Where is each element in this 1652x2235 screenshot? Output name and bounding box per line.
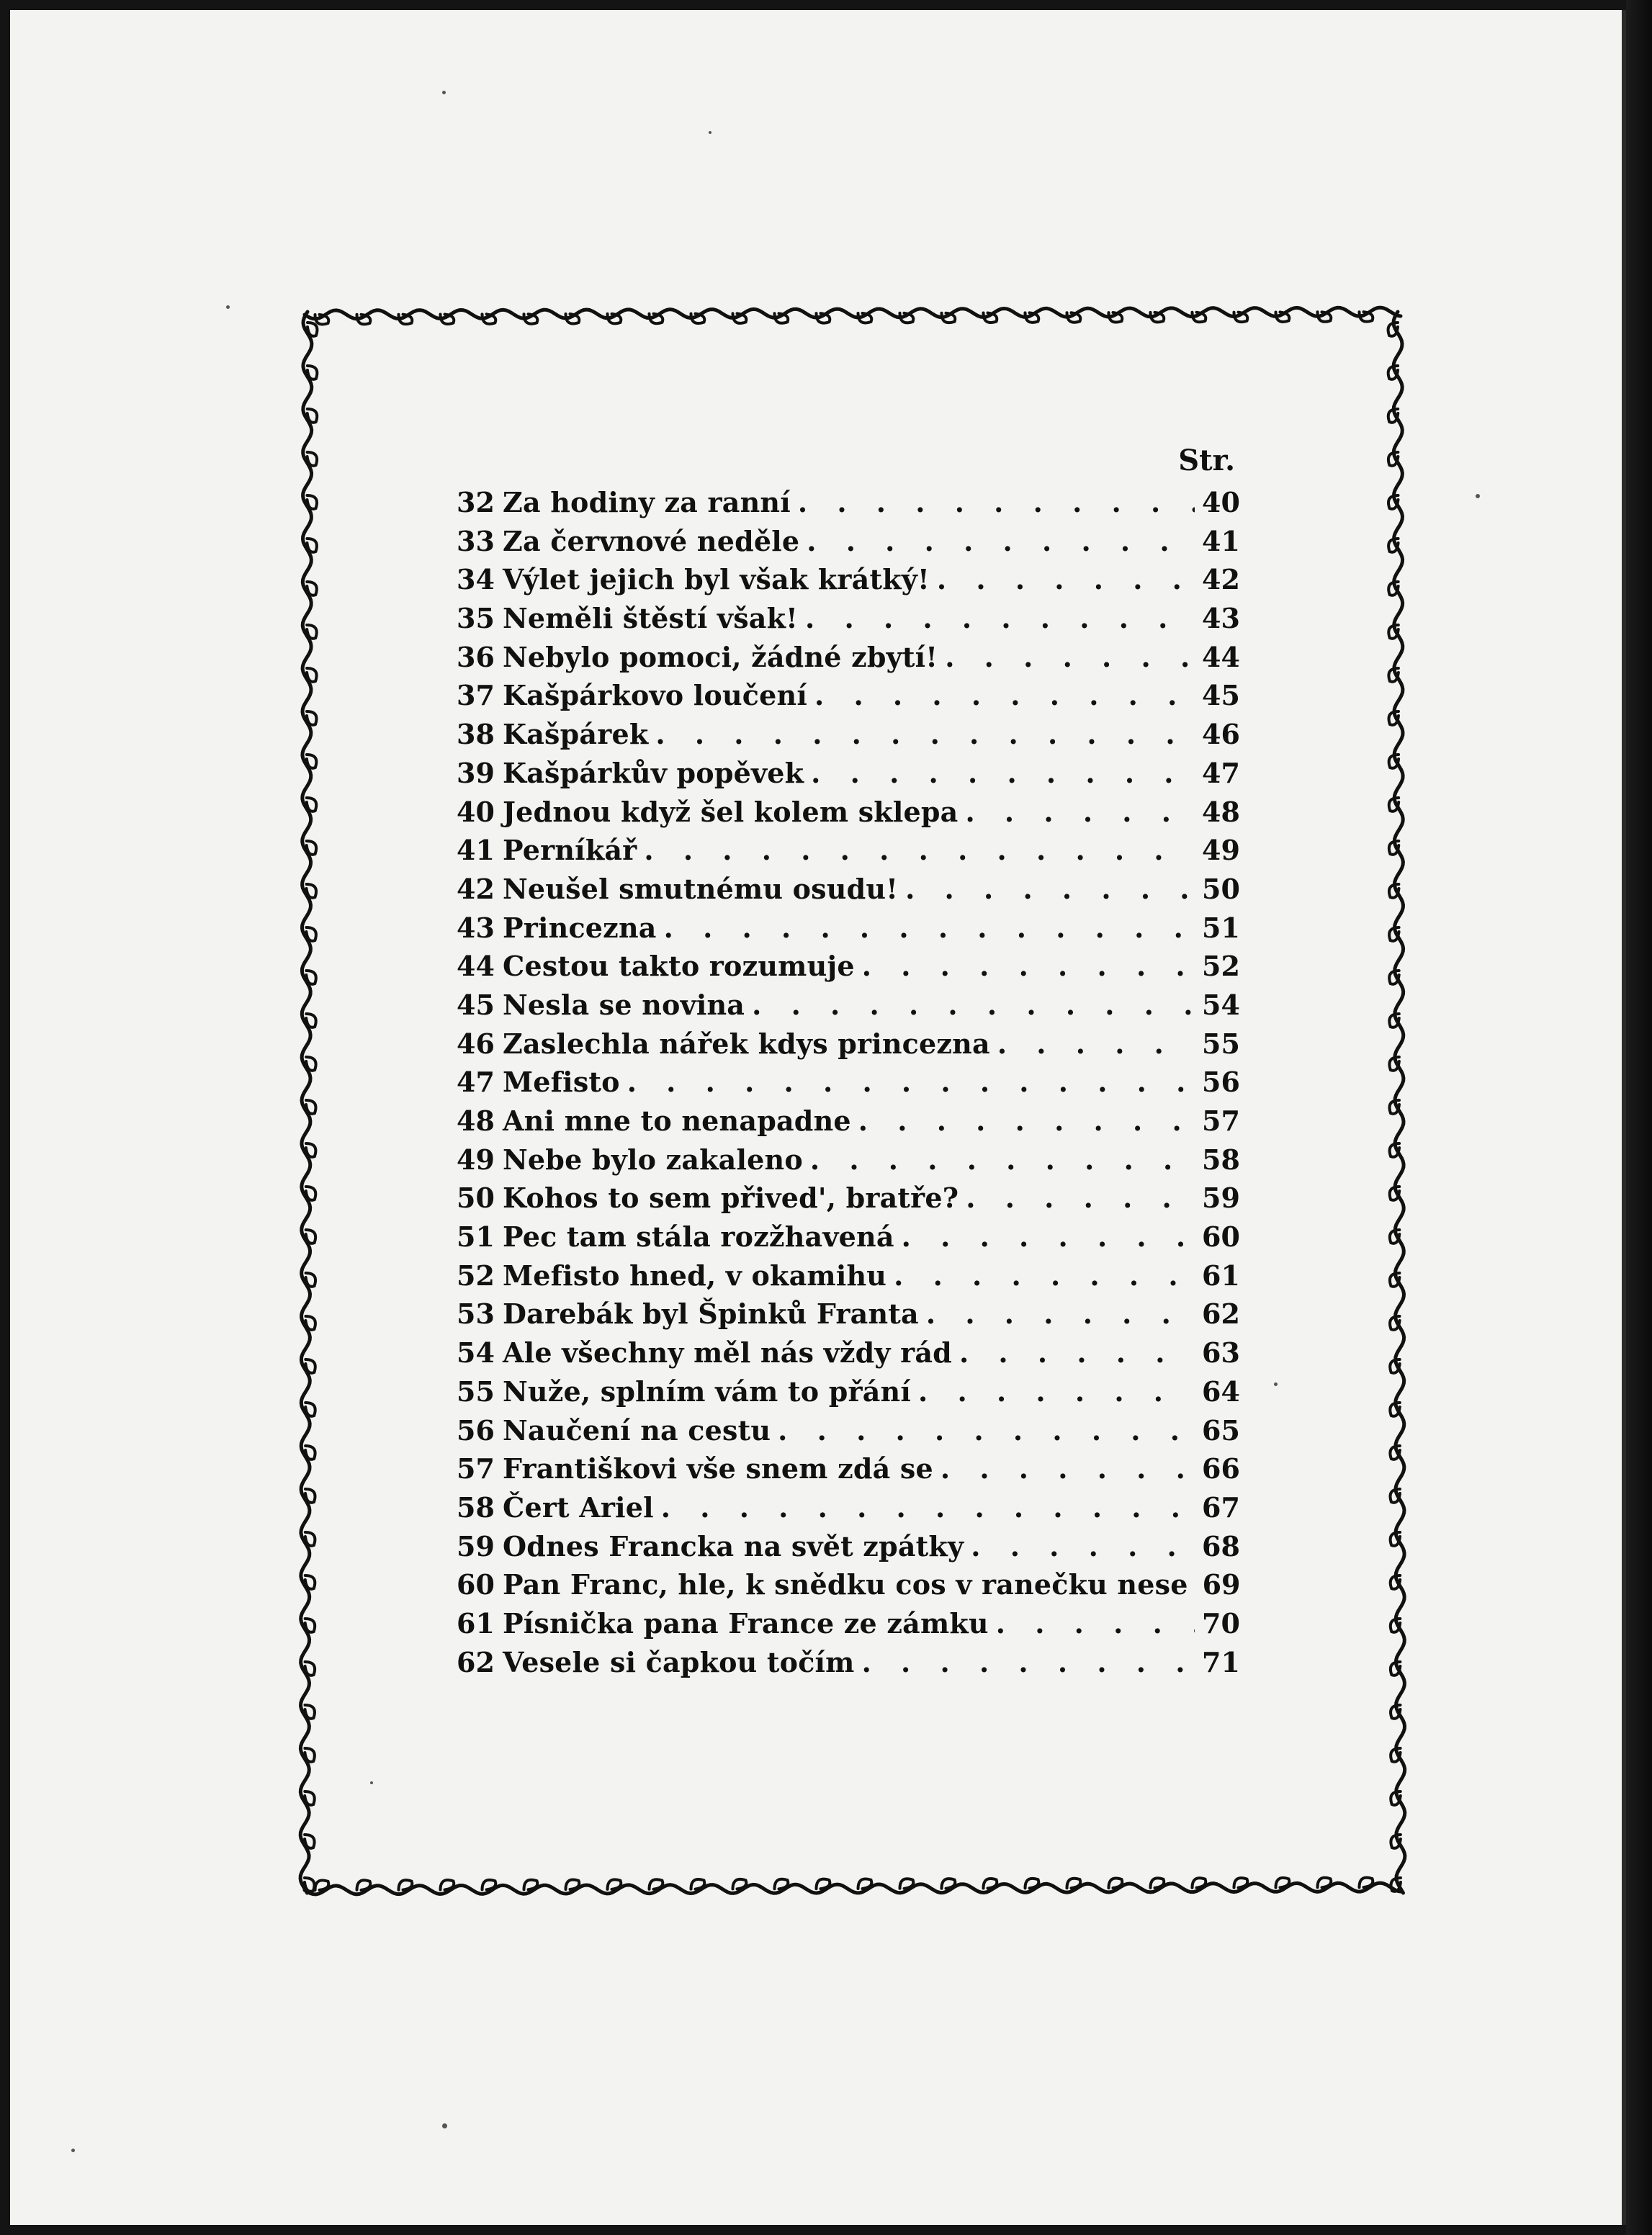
dot-leader — [941, 1449, 1195, 1488]
chapter-title: Jednou když šel kolem sklepa — [503, 795, 959, 828]
dot-leader — [644, 831, 1195, 870]
chapter-title: Naučení na cestu — [503, 1413, 771, 1447]
page-number: 43 — [1202, 602, 1240, 635]
chapter-number: 50 — [457, 1182, 495, 1215]
toc-entry — [457, 560, 1238, 599]
dot-leader — [655, 715, 1195, 754]
page-number: 55 — [1202, 1027, 1240, 1060]
page-number: 58 — [1202, 1143, 1240, 1176]
toc-entry — [457, 1256, 1238, 1295]
dot-leader — [918, 1372, 1195, 1411]
page-number: 62 — [1202, 1298, 1240, 1331]
chapter-title: Cestou takto rozumuje — [503, 950, 855, 983]
toc-entry — [457, 1604, 1238, 1643]
chapter-number: 39 — [457, 756, 495, 789]
chapter-number: 48 — [457, 1105, 495, 1137]
chapter-number: 38 — [457, 718, 495, 751]
toc-entry — [457, 1488, 1238, 1527]
page-number: 69 — [1202, 1568, 1241, 1601]
toc-entry — [457, 1102, 1238, 1141]
chapter-title: Čert Ariel — [503, 1490, 654, 1524]
toc-entry — [457, 638, 1238, 677]
dot-leader — [805, 599, 1195, 638]
page-number: 44 — [1202, 640, 1240, 673]
chapter-number: 32 — [457, 486, 495, 518]
page-number: 71 — [1202, 1645, 1240, 1678]
page-number: 70 — [1202, 1606, 1240, 1640]
page-number: 63 — [1202, 1336, 1240, 1370]
chapter-number: 35 — [457, 602, 495, 635]
toc-list — [457, 483, 1241, 1681]
page-number: 47 — [1202, 756, 1240, 789]
toc-entry — [457, 870, 1238, 909]
dot-leader — [858, 1102, 1195, 1141]
chapter-number: 45 — [457, 988, 495, 1021]
toc-entry — [457, 1063, 1238, 1102]
chapter-title: Kašpárkův popěvek — [503, 756, 804, 789]
toc-entry — [457, 1527, 1238, 1566]
toc-entry — [457, 1025, 1238, 1063]
page-number: 41 — [1202, 524, 1240, 557]
chapter-number: 62 — [457, 1645, 495, 1678]
chapter-title: Princezna — [503, 911, 657, 944]
toc-entry — [457, 715, 1238, 754]
dot-leader — [811, 754, 1195, 793]
chapter-number: 36 — [457, 640, 495, 673]
chapter-number: 53 — [457, 1298, 495, 1331]
page-number: 45 — [1202, 679, 1240, 712]
chapter-title: Výlet jejich byl však krátký! — [503, 563, 930, 596]
page-number: 65 — [1202, 1413, 1240, 1447]
page-number: 67 — [1202, 1490, 1240, 1524]
page-number: 57 — [1202, 1105, 1240, 1137]
dot-leader — [902, 1218, 1195, 1256]
chapter-number: 37 — [457, 679, 495, 712]
page-number: 60 — [1202, 1220, 1240, 1254]
toc-entry — [457, 1141, 1238, 1179]
chapter-number: 55 — [457, 1375, 495, 1408]
page-number: 48 — [1202, 795, 1240, 828]
toc-entry — [457, 986, 1238, 1025]
toc-entry — [457, 1218, 1238, 1256]
dot-leader — [810, 1141, 1195, 1179]
dot-leader — [945, 638, 1195, 677]
chapter-title: Mefisto — [503, 1066, 620, 1099]
chapter-number: 40 — [457, 795, 495, 828]
chapter-title: Františkovi vše snem zdá se — [503, 1452, 933, 1485]
dot-leader — [894, 1256, 1195, 1295]
chapter-title: Za hodiny za ranní — [503, 486, 791, 518]
chapter-number: 51 — [457, 1220, 495, 1254]
toc-entry — [457, 947, 1238, 986]
chapter-title: Neušel smutnému osudu! — [503, 872, 899, 905]
chapter-number: 34 — [457, 563, 495, 596]
page-edge-shadow — [1626, 0, 1652, 2235]
page-number: 50 — [1202, 872, 1240, 905]
chapter-number: 43 — [457, 911, 495, 944]
chapter-title: Neměli štěstí však! — [503, 602, 799, 635]
toc-entry — [457, 1565, 1241, 1604]
chapter-number: 56 — [457, 1413, 495, 1447]
chapter-title: Kohos to sem přived', bratře? — [503, 1182, 959, 1215]
chapter-number: 61 — [457, 1606, 495, 1640]
dot-leader — [862, 1643, 1195, 1682]
chapter-number: 59 — [457, 1529, 495, 1562]
dot-leader — [664, 909, 1195, 948]
chapter-number: 47 — [457, 1066, 495, 1099]
chapter-number: 54 — [457, 1336, 495, 1370]
page-number: 52 — [1202, 950, 1240, 983]
chapter-title: Pan Franc, hle, k snědku cos v ranečku nese — [503, 1568, 1188, 1601]
chapter-title: Darebák byl Špinků Franta — [503, 1298, 919, 1331]
toc-entry — [457, 1372, 1238, 1411]
chapter-number: 52 — [457, 1259, 495, 1292]
chapter-number: 57 — [457, 1452, 495, 1485]
dot-leader — [996, 1604, 1195, 1643]
toc-entry — [457, 909, 1238, 948]
chapter-title: Nuže, splním vám to přání — [503, 1375, 912, 1408]
page-number: 40 — [1202, 486, 1240, 518]
chapter-number: 33 — [457, 524, 495, 557]
toc-entry — [457, 599, 1238, 638]
toc-entry — [457, 1179, 1238, 1218]
page-number: 59 — [1202, 1182, 1240, 1215]
toc-entry — [457, 483, 1238, 522]
table-of-contents — [457, 439, 1241, 1681]
page-paper — [10, 10, 1626, 2225]
chapter-title: Za červnové neděle — [503, 524, 800, 557]
dot-leader — [862, 947, 1195, 986]
dot-leader — [997, 1025, 1195, 1063]
toc-entry — [457, 1449, 1238, 1488]
chapter-title: Kašpárek — [503, 718, 649, 751]
chapter-number: 41 — [457, 834, 495, 867]
page-number: 54 — [1202, 988, 1240, 1021]
dot-leader — [752, 986, 1195, 1025]
dot-leader — [807, 522, 1195, 561]
chapter-title: Kašpárkovo loučení — [503, 679, 807, 712]
chapter-title: Pec tam stála rozžhavená — [503, 1220, 894, 1254]
toc-entry — [457, 676, 1238, 715]
page-number: 64 — [1202, 1375, 1240, 1408]
chapter-number: 49 — [457, 1143, 495, 1176]
chapter-number: 42 — [457, 872, 495, 905]
dot-leader — [798, 483, 1195, 522]
chapter-title: Zaslechla nářek kdys princezna — [503, 1027, 990, 1060]
chapter-title: Odnes Francka na svět zpátky — [503, 1529, 964, 1562]
dot-leader — [778, 1411, 1195, 1450]
toc-entry — [457, 1334, 1238, 1372]
page-number: 66 — [1202, 1452, 1240, 1485]
chapter-title: Ale všechny měl nás vždy rád — [503, 1336, 952, 1370]
chapter-title: Mefisto hned, v okamihu — [503, 1259, 887, 1292]
chapter-title: Nebylo pomoci, žádné zbytí! — [503, 640, 938, 673]
chapter-number: 46 — [457, 1027, 495, 1060]
dot-leader — [966, 1179, 1195, 1218]
dot-leader — [971, 1527, 1195, 1566]
dot-leader — [959, 1334, 1195, 1372]
toc-entry — [457, 793, 1238, 832]
page-number: 56 — [1202, 1066, 1240, 1099]
dot-leader — [905, 870, 1195, 909]
toc-entry — [457, 522, 1238, 561]
dot-leader — [926, 1295, 1195, 1334]
chapter-title: Vesele si čapkou točím — [503, 1645, 855, 1678]
toc-entry — [457, 831, 1238, 870]
chapter-title: Nebe bylo zakaleno — [503, 1143, 803, 1176]
chapter-title: Ani mne to nenapadne — [503, 1105, 851, 1137]
page-number: 51 — [1202, 911, 1240, 944]
chapter-number: 58 — [457, 1490, 495, 1524]
toc-entry — [457, 1295, 1238, 1334]
toc-entry — [457, 1643, 1238, 1682]
page-number: 46 — [1202, 718, 1240, 751]
dot-leader — [814, 676, 1195, 715]
page-number: 68 — [1202, 1529, 1240, 1562]
chapter-title: Nesla se novina — [503, 988, 745, 1021]
chapter-title: Písnička pana France ze zámku — [503, 1606, 989, 1640]
toc-entry — [457, 1411, 1238, 1450]
toc-entry — [457, 754, 1238, 793]
chapter-number: 44 — [457, 950, 495, 983]
chapter-title: Perníkář — [503, 834, 637, 867]
dot-leader — [661, 1488, 1195, 1527]
page-number: 61 — [1202, 1259, 1240, 1292]
page-number: 49 — [1202, 834, 1240, 867]
dot-leader — [627, 1063, 1195, 1102]
page-number: 42 — [1202, 563, 1240, 596]
chapter-number: 60 — [457, 1568, 495, 1601]
page-column-header: Str. — [1178, 444, 1235, 477]
dot-leader — [965, 793, 1195, 832]
dot-leader — [937, 560, 1195, 599]
